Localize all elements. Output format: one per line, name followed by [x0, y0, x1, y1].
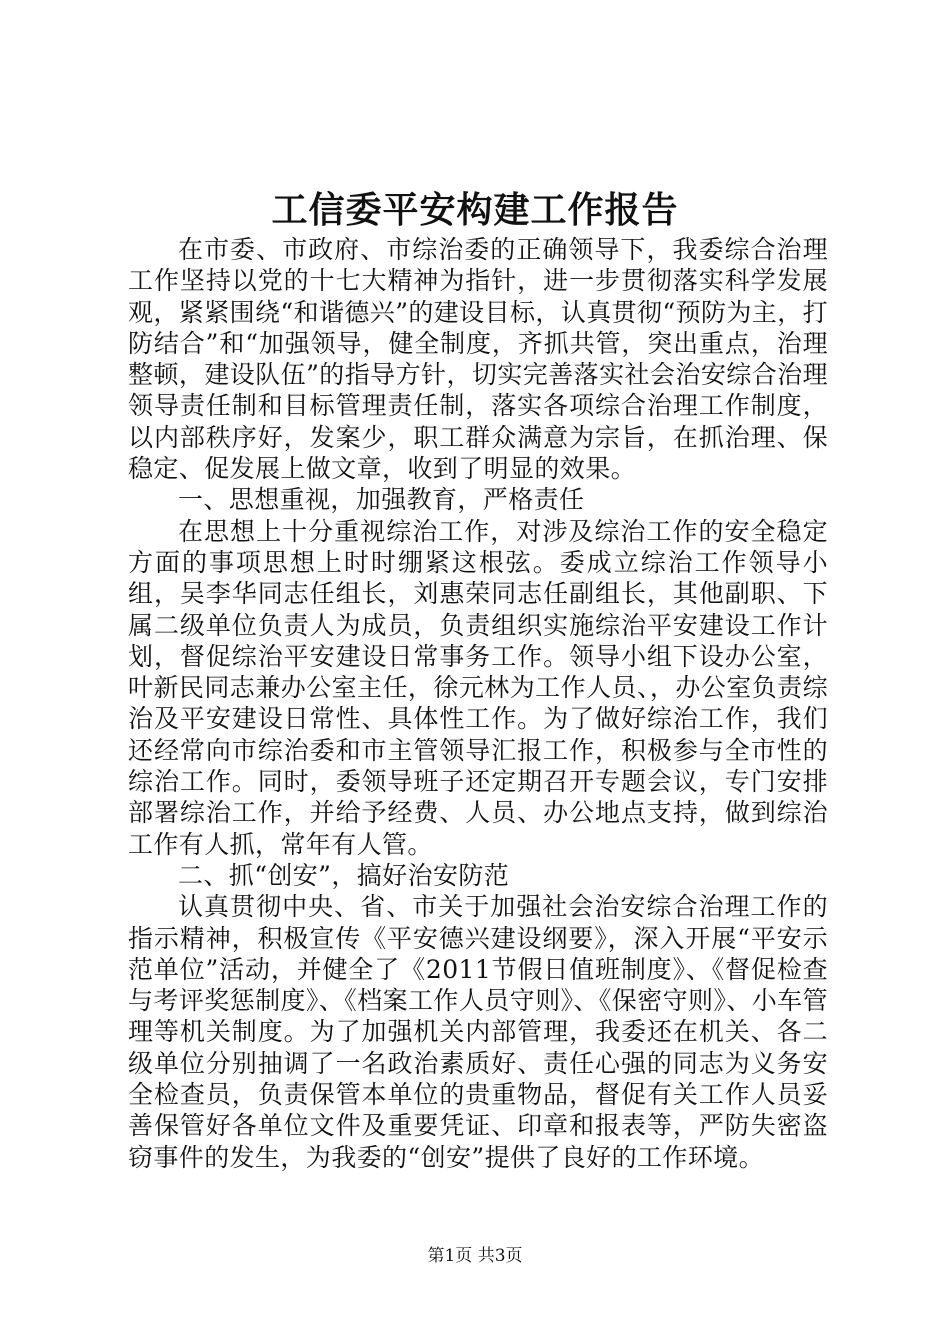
paragraph-section-2: 认真贯彻中央、省、市关于加强社会治安综合治理工作的指示精神，积极宣传《平安德兴建设纲要》，深入开展“平安示范单位”活动，并健全了《2011节假日值班制度》、《督促检查与考评奖惩制度》、《档案工作人员守则》、《保密守则》、小车管理等机关制度。为了加强机关内部管理，我委还在机关、各二级单位分别抽调了一名政治素质好、责任心强的同志为义务安全检查员，负责保管本单位的贵重物品，督促有关工作人员妥善保管好各单位文件及重要凭证、印章和报表等，严防失密盗窃事件的发生，为我委的“创安”提供了良好的工作环境。: [128, 892, 828, 1172]
page-number-footer: 第1页 共3页: [427, 1246, 523, 1266]
section-heading-1: 一、思想重视，加强教育，严格责任: [178, 485, 585, 515]
document-body: [128, 234, 828, 1173]
document-title: 工信委平安构建工作报告: [271, 189, 679, 231]
section-heading-2: 二、抓“创安”，搞好治安防范: [178, 860, 510, 890]
paragraph-intro: 在市委、市政府、市综治委的正确领导下，我委综合治理工作坚持以党的十七大精神为指针，进一步贯彻落实科学发展观，紧紧围绕“和谐德兴”的建设目标，认真贯彻“预防为主，打防结合”和“加强领导，健全制度，齐抓共管，突出重点，治理整顿，建设队伍”的指导方针，切实完善落实社会治安综合治理领导责任制和目标管理责任制，落实各项综合治理工作制度，以内部秩序好，发案少，职工群众满意为宗旨，在抓治理、保稳定、促发展上做文章，收到了明显的效果。: [128, 235, 828, 484]
paragraph-section-1: 在思想上十分重视综治工作，对涉及综治工作的安全稳定方面的事项思想上时时绷紧这根弦。委成立综治工作领导小组，吴李华同志任组长，刘惠荣同志任副组长，其他副职、下属二级单位负责人为成员，负责组织实施综治平安建设工作计划，督促综治平安建设日常事务工作。领导小组下设办公室，叶新民同志兼办公室主任，徐元林为工作人员、，办公室负责综治及平安建设日常性、具体性工作。为了做好综治工作，我们还经常向市综治委和市主管领导汇报工作，积极参与全市性的综治工作。同时，委领导班子还定期召开专题会议，专门安排部署综治工作，并给予经费、人员、办公地点支持，做到综治工作有人抓，常年有人管。: [128, 516, 828, 859]
